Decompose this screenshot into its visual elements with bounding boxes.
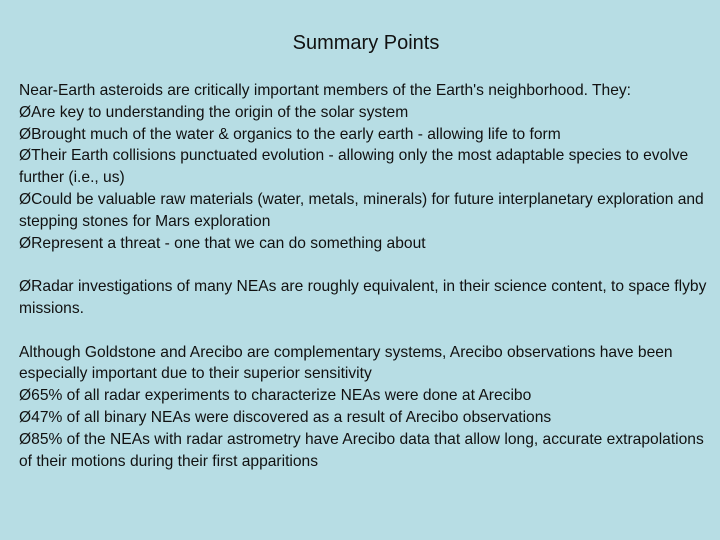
bullet-item	[19, 145, 719, 189]
slide-body	[19, 80, 719, 472]
arrow-bullet-icon: Ø	[19, 125, 32, 143]
bullet-item	[19, 233, 719, 255]
bullet-text: Are key to understanding the origin of the solar system	[31, 103, 409, 121]
paragraph-gap	[19, 320, 719, 342]
arrow-bullet-icon: Ø	[19, 147, 32, 165]
arrow-bullet-icon: Ø	[19, 430, 32, 448]
arrow-bullet-icon: Ø	[19, 234, 32, 252]
bullet-text: Could be valuable raw materials (water, metals, minerals) for future interplanetary exploration and stepping stones for Mars exploration	[19, 190, 709, 230]
bullet-item	[19, 276, 719, 320]
bullet-text: Radar investigations of many NEAs are roughly equivalent, in their science content, to space flyby missions.	[19, 278, 711, 317]
arrow-bullet-icon: Ø	[19, 408, 32, 426]
bullet-text: Their Earth collisions punctuated evolution - allowing only the most adaptable species to evolve further (i.e., us)	[19, 147, 693, 187]
arrow-bullet-icon: Ø	[19, 190, 32, 208]
section3-intro: Although Goldstone and Arecibo are complementary systems, Arecibo observations have been especially important due to their superior sensitivity	[19, 343, 677, 383]
bullet-text: Represent a threat - one that we can do something about	[31, 234, 426, 252]
bullet-text: 47% of all binary NEAs were discovered as a result of Arecibo observations	[31, 408, 552, 426]
arrow-bullet-icon: Ø	[19, 103, 32, 121]
section1-intro: Near-Earth asteroids are critically important members of the Earth's neighborhood. They:	[19, 82, 631, 99]
arrow-bullet-icon: Ø	[19, 387, 32, 405]
bullet-item	[19, 385, 719, 407]
bullet-item	[19, 102, 719, 124]
bullet-text: 85% of the NEAs with radar astrometry have Arecibo data that allow long, accurate extrapolations of their motions during their first apparitions	[19, 430, 709, 470]
paragraph-gap	[19, 254, 719, 276]
slide-title: Summary Points	[292, 32, 440, 54]
arrow-bullet-icon: Ø	[19, 278, 32, 296]
bullet-item	[19, 407, 719, 429]
bullet-item	[19, 189, 719, 233]
bullet-item	[19, 429, 719, 473]
bullet-text: 65% of all radar experiments to characterize NEAs were done at Arecibo	[31, 387, 532, 405]
bullet-text: Brought much of the water & organics to the early earth - allowing life to form	[31, 125, 561, 143]
bullet-item	[19, 124, 719, 146]
